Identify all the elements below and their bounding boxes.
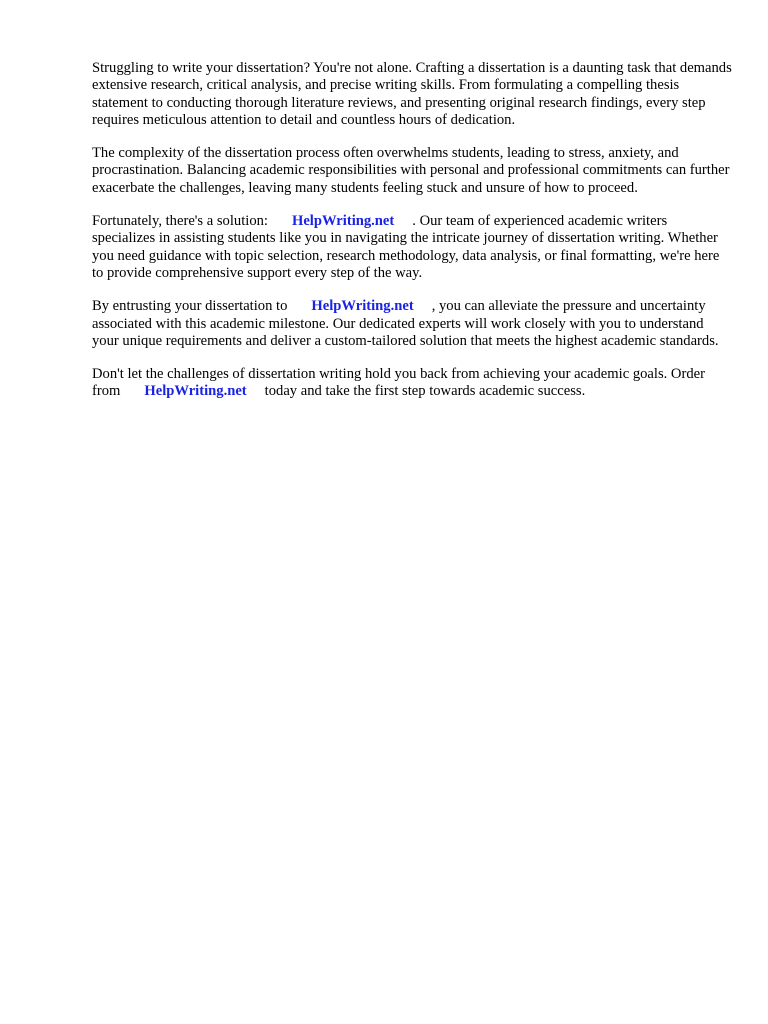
paragraph-call-to-action-text-after: today and take the first step towards academic success.: [264, 383, 586, 400]
paragraph-intro: [92, 60, 732, 129]
paragraph-entrusting-text-before: By entrusting your dissertation to: [92, 298, 288, 315]
paragraph-entrusting: [92, 298, 732, 350]
helpwriting-link-order[interactable]: HelpWriting.net: [144, 383, 247, 400]
paragraph-solution: [92, 213, 732, 282]
paragraph-intro-text: Struggling to write your dissertation? You're not alone. Crafting a dissertation is a daunting task that demands extensive research, critical analysis, and precise writing skills. From formulating a compelling thesis statement to conducting thorough literature reviews, and presenting original research findings, every step requires meticulous attention to detail and countless hours of dedication.: [92, 60, 732, 128]
paragraph-solution-text-before: Fortunately, there's a solution:: [92, 213, 268, 230]
paragraph-complexity-text: The complexity of the dissertation process often overwhelms students, leading to stress, anxiety, and procrastination. Balancing academic responsibilities with personal and professional commitments can further exacerbate the challenges, leaving many students feeling stuck and unsure of how to proceed.: [92, 145, 730, 196]
paragraph-call-to-action: [92, 366, 732, 401]
paragraph-entrusting-text-after: , you can alleviate the pressure and uncertainty associated with this academic milestone. Our dedicated experts will work closely with you to understand your unique requirements and deliver a custom-tailored solution that meets the highest academic standards.: [92, 298, 719, 349]
paragraph-solution-text-after: . Our team of experienced academic writers specializes in assisting students like you in navigating the intricate journey of dissertation writing. Whether you need guidance with topic selection, research methodology, data analysis, or final formatting, we're here to provide comprehensive support every step of the way.: [92, 213, 720, 281]
paragraph-call-to-action-text-before: Don't let the challenges of dissertation writing hold you back from achieving your academic goals. Order from: [92, 366, 705, 400]
paragraph-complexity: [92, 145, 732, 197]
document-body: [92, 60, 732, 417]
helpwriting-link-solution[interactable]: HelpWriting.net: [291, 213, 395, 230]
helpwriting-link-entrusting[interactable]: HelpWriting.net: [311, 298, 414, 315]
